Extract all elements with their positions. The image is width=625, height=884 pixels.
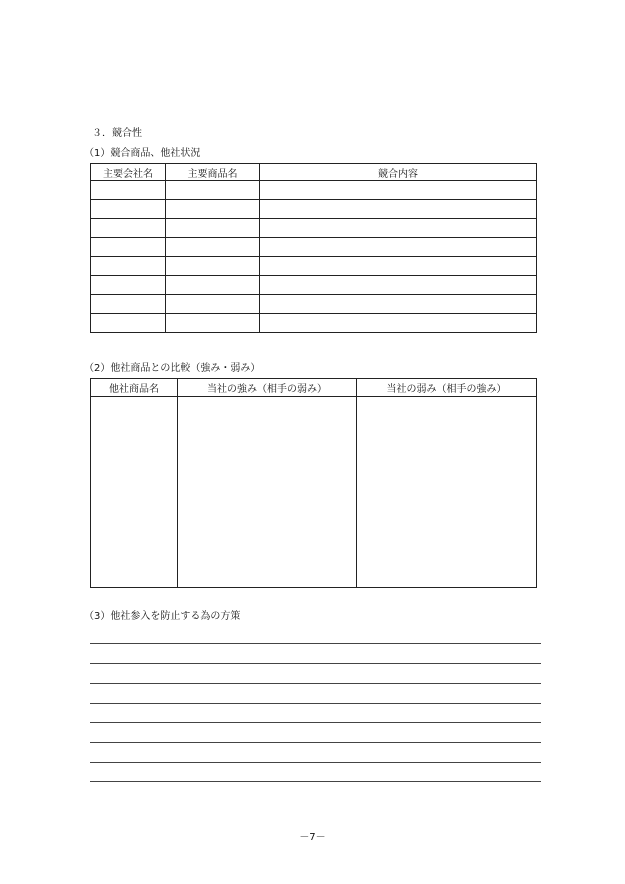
- table-cell[interactable]: [260, 219, 537, 238]
- table-cell[interactable]: [166, 257, 260, 276]
- table-row: [91, 314, 537, 333]
- column-header-competition: 競合内容: [260, 164, 537, 181]
- table-row: [91, 257, 537, 276]
- table-cell[interactable]: [91, 276, 166, 295]
- table-row: [91, 295, 537, 314]
- table-cell[interactable]: [260, 295, 537, 314]
- competing-products-heading: （1）競合商品、他社状況: [84, 148, 201, 159]
- table-cell[interactable]: [260, 238, 537, 257]
- table-row: [91, 397, 537, 588]
- table-cell[interactable]: [91, 200, 166, 219]
- table-cell[interactable]: [260, 257, 537, 276]
- writing-line[interactable]: [90, 643, 541, 644]
- table-row: [91, 219, 537, 238]
- table-cell[interactable]: [260, 314, 537, 333]
- table-cell[interactable]: [357, 397, 537, 588]
- column-header-our-weaknesses: 当社の弱み（相手の強み）: [357, 379, 537, 397]
- comparison-table: [90, 378, 537, 588]
- table-cell[interactable]: [91, 257, 166, 276]
- table-cell[interactable]: [166, 295, 260, 314]
- competitor-table: [90, 163, 537, 333]
- page-number: －7－: [299, 832, 326, 843]
- table-header-row: [91, 164, 537, 181]
- table-cell[interactable]: [178, 397, 357, 588]
- table-cell[interactable]: [166, 276, 260, 295]
- table-row: [91, 276, 537, 295]
- table-row: [91, 238, 537, 257]
- table-cell[interactable]: [260, 181, 537, 200]
- column-header-product: 主要商品名: [166, 164, 260, 181]
- writing-line[interactable]: [90, 722, 541, 723]
- table-cell[interactable]: [91, 181, 166, 200]
- column-header-our-strengths: 当社の強み（相手の弱み）: [178, 379, 357, 397]
- prevention-heading: （3）他社参入を防止する為の方策: [84, 611, 241, 622]
- writing-line[interactable]: [90, 683, 541, 684]
- comparison-heading: （2）他社商品との比較（強み・弱み）: [84, 363, 261, 374]
- column-header-company: 主要会社名: [91, 164, 166, 181]
- table-cell[interactable]: [166, 200, 260, 219]
- table-cell[interactable]: [91, 295, 166, 314]
- table-cell[interactable]: [166, 314, 260, 333]
- table-header-row: [91, 379, 537, 397]
- table-row: [91, 200, 537, 219]
- table-row: [91, 181, 537, 200]
- table-cell[interactable]: [260, 276, 537, 295]
- writing-line[interactable]: [90, 742, 541, 743]
- table-cell[interactable]: [166, 181, 260, 200]
- writing-line[interactable]: [90, 663, 541, 664]
- writing-line[interactable]: [90, 781, 541, 782]
- table-cell[interactable]: [166, 238, 260, 257]
- column-header-other-product: 他社商品名: [91, 379, 178, 397]
- table-cell[interactable]: [91, 314, 166, 333]
- table-cell[interactable]: [91, 219, 166, 238]
- writing-line[interactable]: [90, 703, 541, 704]
- table-cell[interactable]: [91, 397, 178, 588]
- table-cell[interactable]: [166, 219, 260, 238]
- table-cell[interactable]: [91, 238, 166, 257]
- section-title: ３．競合性: [92, 128, 142, 139]
- writing-line[interactable]: [90, 762, 541, 763]
- table-cell[interactable]: [260, 200, 537, 219]
